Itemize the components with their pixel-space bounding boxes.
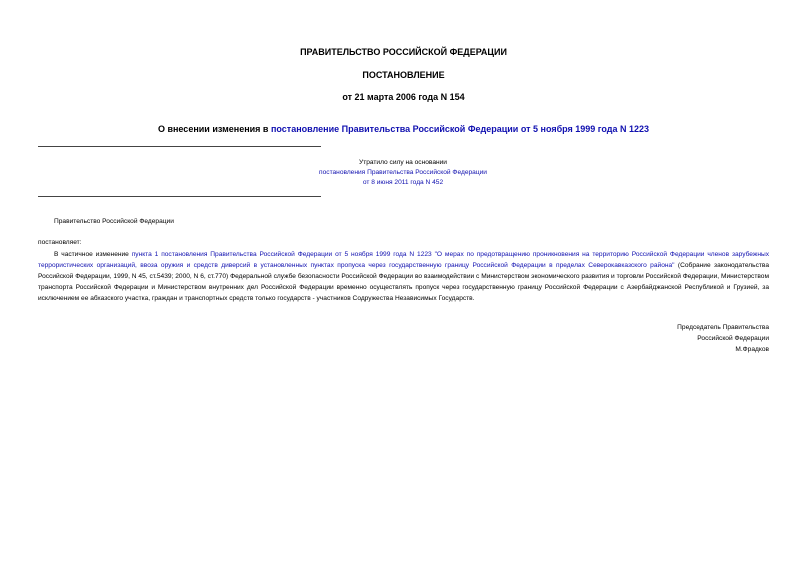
signature-position-line1: Председатель Правительства xyxy=(677,324,769,331)
title-prefix: О внесении изменения в xyxy=(157,124,271,134)
issuer-text: Правительство Российской Федерации xyxy=(54,218,174,225)
document-type-heading: ПОСТАНОВЛЕНИЕ xyxy=(362,70,445,80)
authority-heading: ПРАВИТЕЛЬСТВО РОССИЙСКОЙ ФЕДЕРАЦИИ xyxy=(300,47,507,57)
paragraph-rest: (Собрание законодательства Российской Федерации, 1999, N 45, ст.5439; 2000, N 6, ст.770) Федеральной службе безопасности Российской Федерации во взаимодействии с Министерством экономического развития и торговли Российской Федерации, Министерством транспорта Российской Федерации и Министерством внутренних дел Российской Федерации временно осуществлять пропуск через государственную границу Российской Федерации с Азербайджанской Республикой и Грузией, за исключением ее абхазского участка, граждан и транспортных средств только государств - участников Содружества Независимых Государств. xyxy=(38,262,769,302)
top-divider xyxy=(38,146,321,147)
status-note xyxy=(300,158,506,188)
amended-decree-link[interactable]: постановление Правительства Российской Федерации от 5 ноября 1999 года N 1223 xyxy=(270,124,650,134)
main-paragraph xyxy=(38,249,769,304)
signature-block xyxy=(569,322,769,355)
document-title xyxy=(0,124,807,134)
status-note-text: Утратило силу на основании xyxy=(359,159,447,166)
decree-clause-link[interactable]: пункта 1 постановления Правительства Российской Федерации от 5 ноября 1999 года N 1223 "О мерах по предотвращению проникновения на территорию Российской Федерации членов зарубежных террористических организаций, ввоза оружия и средств диверсий в установленных пунктах пропуска через государственную границу Российской Федерации в пределах Северокавказского района" xyxy=(38,251,769,269)
repeal-decree-link-line1[interactable]: постановления Правительства Российской Федерации xyxy=(319,169,487,176)
decides-text: постановляет: xyxy=(38,239,82,246)
bottom-divider xyxy=(38,196,321,197)
document-date-number: от 21 марта 2006 года N 154 xyxy=(342,92,465,102)
signature-position-line2: Российской Федерации xyxy=(697,335,769,342)
paragraph-prefix: В частичное изменение xyxy=(54,251,132,258)
repeal-decree-link-line2[interactable]: от 8 июня 2011 года N 452 xyxy=(362,179,444,186)
signatory-name: М.Фрадков xyxy=(735,346,769,353)
